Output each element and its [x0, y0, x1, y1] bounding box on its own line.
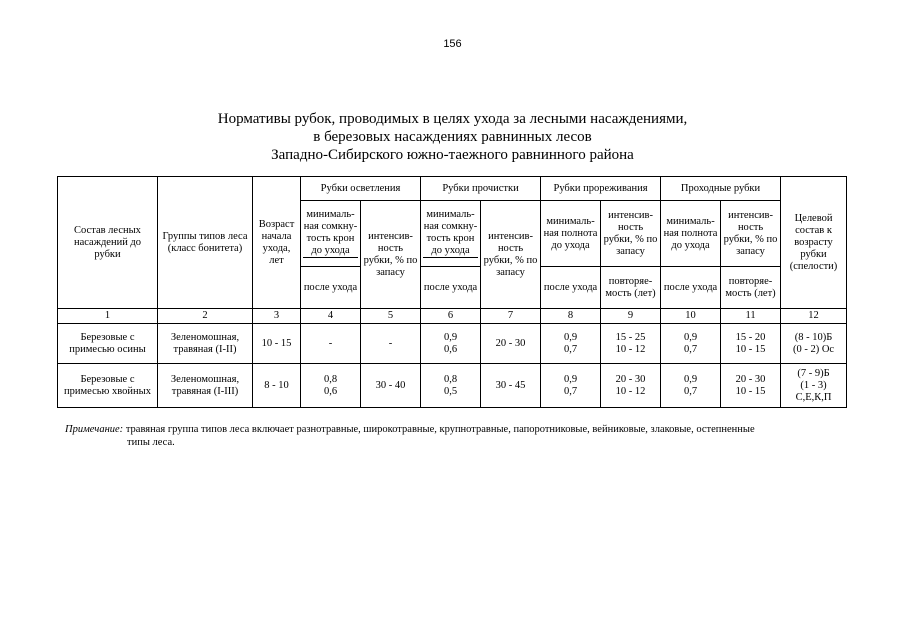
cell-cleaning-intensity: 20 - 30: [481, 324, 541, 364]
header-thinning-min-density: минималь-ная полнота до ухода: [541, 201, 601, 267]
cell-thinning-intensity: [601, 364, 661, 408]
header-thinning-intensity: интенсив-ность рубки, % по запасу: [601, 201, 661, 267]
table-row: [58, 324, 847, 364]
table-note: [65, 423, 845, 449]
cell-value-repeat: 10 - 12: [615, 385, 646, 397]
cell-cleaning-min: [421, 324, 481, 364]
column-number: 9: [601, 309, 661, 324]
cell-value-before: 0,9: [563, 373, 578, 385]
column-number: 12: [781, 309, 847, 324]
cell-passage-min: [661, 324, 721, 364]
cell-cleaning-min: [421, 364, 481, 408]
note-label: Примечание:: [65, 424, 124, 435]
column-number: 4: [301, 309, 361, 324]
header-cleaning-min-canopy: минималь-ная сомкну-тость крон до ухода: [421, 201, 481, 267]
header-forest-type-groups: Группы типов леса (класс бонитета): [158, 177, 253, 309]
header-thinning-repeat: повторяе-мость (лет): [601, 267, 661, 309]
cell-forest-type: Зеленомошная, травяная (I-III): [158, 364, 253, 408]
column-number: 11: [721, 309, 781, 324]
header-passage-repeat: повторяе-мость (лет): [721, 267, 781, 309]
column-number: 8: [541, 309, 601, 324]
header-cleaning-intensity: интенсив-ность рубки, % по запасу: [481, 201, 541, 309]
cell-target-line: (0 - 2) Ос: [792, 343, 835, 355]
note-text: травяная группа типов леса включает разнотравные, широкотравные, крупнотравные, папоротниковые, вейниковые, злаковые, остепненные: [123, 424, 755, 435]
header-cleaning-after-care: после ухода: [421, 267, 481, 309]
header-cleaning: Рубки прочистки: [421, 177, 541, 201]
header-passage-min-density: минималь-ная полнота до ухода: [661, 201, 721, 267]
cell-composition: Березовые с примесью осины: [58, 324, 158, 364]
table-row: [58, 364, 847, 408]
cell-passage-intensity: [721, 324, 781, 364]
cell-value-repeat: 10 - 15: [735, 385, 766, 397]
title-line-3: Западно-Сибирского южно-таежного равнинного района: [271, 147, 634, 163]
header-passage-intensity: интенсив-ность рубки, % по запасу: [721, 201, 781, 267]
cell-value-after: 0,7: [683, 343, 698, 355]
note-line: [65, 423, 845, 436]
column-number: 2: [158, 309, 253, 324]
cell-clearing-intensity: 30 - 40: [361, 364, 421, 408]
column-number: 3: [253, 309, 301, 324]
header-clearing-after-care: после ухода: [301, 267, 361, 309]
column-number-row: [58, 309, 847, 324]
cell-target-line: С,Е,К,П: [795, 391, 832, 403]
cell-cleaning-intensity: 30 - 45: [481, 364, 541, 408]
title-line-2: в березовых насаждениях равнинных лесов: [313, 129, 592, 145]
cell-clearing-intensity: -: [361, 324, 421, 364]
column-number: 6: [421, 309, 481, 324]
document-title: [60, 110, 845, 164]
cell-value-before: 0,9: [443, 331, 458, 343]
cell-value-before: 0,9: [683, 373, 698, 385]
column-number: 1: [58, 309, 158, 324]
header-thinning: Рубки прореживания: [541, 177, 661, 201]
cell-value-intensity: 20 - 30: [615, 373, 646, 385]
column-number: 5: [361, 309, 421, 324]
header-clearing: Рубки осветления: [301, 177, 421, 201]
header-clearing-min-canopy: минималь-ная сомкну-тость крон до ухода: [301, 201, 361, 267]
cell-value-after: 0,6: [323, 385, 338, 397]
cell-value-repeat: 10 - 12: [615, 343, 646, 355]
cell-value-before: 0,9: [563, 331, 578, 343]
cell-passage-intensity: [721, 364, 781, 408]
cell-value-before: 0,9: [683, 331, 698, 343]
cell-passage-min: [661, 364, 721, 408]
cell-value-after: 0,7: [563, 343, 578, 355]
cell-value-intensity: 20 - 30: [735, 373, 766, 385]
header-thinning-after-care: после ухода: [541, 267, 601, 309]
cell-start-age: 8 - 10: [253, 364, 301, 408]
cell-value-after: 0,6: [443, 343, 458, 355]
cell-value-before: 0,8: [323, 373, 338, 385]
cell-target-line: (7 - 9)Б: [797, 367, 830, 379]
column-number: 7: [481, 309, 541, 324]
header-target-composition: Целевой состав к возрасту рубки (спелости): [781, 177, 847, 309]
cell-value-after: 0,7: [683, 385, 698, 397]
cell-thinning-min: [541, 364, 601, 408]
cell-target-line: (1 - 3): [800, 379, 827, 391]
header-composition: Состав лесных насаждений до рубки: [58, 177, 158, 309]
cell-value-intensity: 15 - 20: [735, 331, 766, 343]
header-start-age: Возраст начала ухода, лет: [253, 177, 301, 309]
cell-value-before: 0,8: [443, 373, 458, 385]
cell-composition: Березовые с примесью хвойных: [58, 364, 158, 408]
header-passage: Проходные рубки: [661, 177, 781, 201]
header-row-groups: [58, 177, 847, 201]
cell-target-line: (8 - 10)Б: [794, 331, 833, 343]
cell-target: [781, 324, 847, 364]
cell-value-intensity: 15 - 25: [615, 331, 646, 343]
cell-clearing-min: [301, 364, 361, 408]
cell-target: [781, 364, 847, 408]
header-passage-after-care: после ухода: [661, 267, 721, 309]
header-clearing-intensity: интенсив-ность рубки, % по запасу: [361, 201, 421, 309]
column-number: 10: [661, 309, 721, 324]
cell-value-after: 0,7: [563, 385, 578, 397]
cutting-norms-table: [57, 176, 847, 408]
cell-thinning-min: [541, 324, 601, 364]
cell-value-repeat: 10 - 15: [735, 343, 766, 355]
title-line-1: Нормативы рубок, проводимых в целях ухода за лесными насаждениями,: [217, 111, 688, 127]
cell-thinning-intensity: [601, 324, 661, 364]
note-continuation: типы леса.: [127, 437, 175, 448]
cell-clearing-min: -: [301, 324, 361, 364]
cell-start-age: 10 - 15: [253, 324, 301, 364]
cell-forest-type: Зеленомошная, травяная (I-II): [158, 324, 253, 364]
page-number: 156: [443, 38, 462, 50]
cell-value-after: 0,5: [443, 385, 458, 397]
